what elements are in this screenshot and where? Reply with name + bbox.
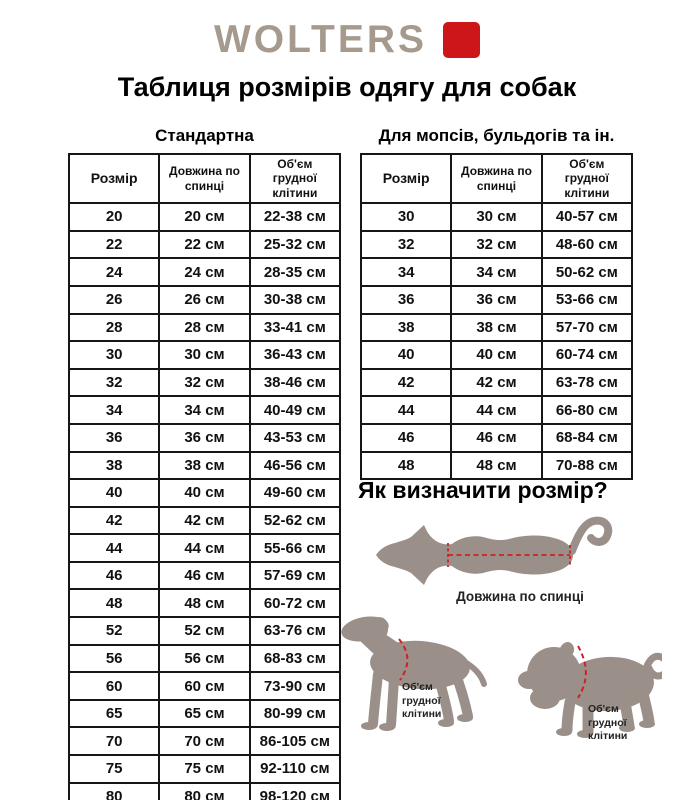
table-cell: 42 см	[451, 369, 541, 397]
table-row	[361, 369, 632, 397]
standard-size-section	[68, 126, 341, 800]
table-cell: 92-110 см	[250, 755, 340, 783]
table-row	[361, 424, 632, 452]
table-cell: 22 см	[159, 231, 249, 259]
table-cell: 65 см	[159, 700, 249, 728]
table-cell: 80 см	[159, 783, 249, 800]
table-cell: 24 см	[159, 258, 249, 286]
table-row	[69, 534, 340, 562]
table-cell: 22	[69, 231, 159, 259]
table-row	[69, 286, 340, 314]
table-cell: 40 см	[451, 341, 541, 369]
table-row	[361, 396, 632, 424]
brand-red-square-icon	[443, 22, 480, 58]
table-row	[361, 341, 632, 369]
table-cell: 36 см	[451, 286, 541, 314]
table-cell: 44 см	[451, 396, 541, 424]
table-cell: 20 см	[159, 203, 249, 231]
table-cell: 36 см	[159, 424, 249, 452]
table-cell: 44 см	[159, 534, 249, 562]
column-header-back-length: Довжина по спинці	[159, 154, 249, 203]
table-row	[69, 369, 340, 397]
table-cell: 44	[69, 534, 159, 562]
table-cell: 48	[69, 589, 159, 617]
column-header-chest: Об'єм грудної клітини	[542, 154, 632, 203]
table-cell: 36-43 см	[250, 341, 340, 369]
table-cell: 32	[361, 231, 451, 259]
dog-paw	[379, 723, 395, 731]
table-cell: 75	[69, 755, 159, 783]
table-cell: 34	[361, 258, 451, 286]
table-row	[69, 341, 340, 369]
table-cell: 32	[69, 369, 159, 397]
table-cell: 57-69 см	[250, 562, 340, 590]
table-cell: 44	[361, 396, 451, 424]
table-cell: 43-53 см	[250, 424, 340, 452]
pug-size-table	[360, 153, 633, 480]
table-cell: 48 см	[159, 589, 249, 617]
table-cell: 48	[361, 452, 451, 480]
table-cell: 70-88 см	[542, 452, 632, 480]
table-cell: 63-78 см	[542, 369, 632, 397]
table-cell: 30-38 см	[250, 286, 340, 314]
table-cell: 46 см	[451, 424, 541, 452]
table-cell: 55-66 см	[250, 534, 340, 562]
table-row	[361, 258, 632, 286]
table-cell: 38-46 см	[250, 369, 340, 397]
table-row	[69, 479, 340, 507]
dog-tail-curl	[572, 521, 608, 551]
table-cell: 53-66 см	[542, 286, 632, 314]
table-cell: 38 см	[451, 314, 541, 342]
table-cell: 70	[69, 727, 159, 755]
table-cell: 40-49 см	[250, 396, 340, 424]
table-cell: 33-41 см	[250, 314, 340, 342]
brand-name: WOLTERS	[213, 18, 428, 61]
table-row	[69, 727, 340, 755]
table-cell: 70 см	[159, 727, 249, 755]
table-cell: 40	[361, 341, 451, 369]
table-cell: 25-32 см	[250, 231, 340, 259]
chest-volume-label: Об'єм грудної клітини	[402, 681, 442, 721]
table-cell: 52	[69, 617, 159, 645]
bulldog-front-leg	[567, 702, 570, 730]
dog-front-leg	[391, 678, 394, 725]
column-header-back-length: Довжина по спинці	[451, 154, 541, 203]
table-cell: 46	[69, 562, 159, 590]
table-row	[361, 286, 632, 314]
table-cell: 60-72 см	[250, 589, 340, 617]
dog-top-view-illustration	[372, 514, 618, 588]
table-cell: 30 см	[159, 341, 249, 369]
table-row	[69, 231, 340, 259]
page-title: Таблиця розмірів одягу для собак	[117, 72, 577, 102]
pug-table-body	[361, 203, 632, 479]
table-cell: 40	[69, 479, 159, 507]
table-cell: 42 см	[159, 507, 249, 535]
dog-top-view-silhouette	[376, 521, 608, 585]
table-cell: 48-60 см	[542, 231, 632, 259]
standard-table-title: Стандартна	[155, 126, 254, 145]
table-header	[361, 154, 632, 203]
table-cell: 30 см	[451, 203, 541, 231]
table-row	[69, 258, 340, 286]
table-cell: 40 см	[159, 479, 249, 507]
table-cell: 46	[361, 424, 451, 452]
table-row	[69, 396, 340, 424]
table-cell: 63-76 см	[250, 617, 340, 645]
table-header	[69, 154, 340, 203]
table-row	[69, 314, 340, 342]
standard-size-table	[68, 153, 341, 800]
table-cell: 46 см	[159, 562, 249, 590]
column-header-chest: Об'єм грудної клітини	[250, 154, 340, 203]
table-header-row	[69, 154, 340, 203]
table-row	[69, 672, 340, 700]
table-cell: 52 см	[159, 617, 249, 645]
bulldog-muzzle	[518, 671, 540, 689]
table-row	[361, 231, 632, 259]
table-row	[69, 755, 340, 783]
table-cell: 49-60 см	[250, 479, 340, 507]
table-row	[69, 617, 340, 645]
table-cell: 34	[69, 396, 159, 424]
table-row	[361, 314, 632, 342]
back-length-label: Довжина по спинці	[456, 589, 584, 604]
table-row	[69, 700, 340, 728]
column-header-size: Розмір	[69, 154, 159, 203]
table-cell: 38	[361, 314, 451, 342]
table-cell: 57-70 см	[542, 314, 632, 342]
table-cell: 38 см	[159, 452, 249, 480]
table-cell: 65	[69, 700, 159, 728]
bulldog-paw	[556, 728, 572, 736]
dog-paw	[361, 722, 377, 730]
brand-logo	[0, 20, 694, 59]
table-cell: 40-57 см	[542, 203, 632, 231]
table-row	[69, 452, 340, 480]
table-cell: 28	[69, 314, 159, 342]
table-row	[69, 589, 340, 617]
table-cell: 26 см	[159, 286, 249, 314]
table-cell: 42	[361, 369, 451, 397]
table-cell: 38	[69, 452, 159, 480]
table-cell: 50-62 см	[542, 258, 632, 286]
table-cell: 34 см	[451, 258, 541, 286]
table-cell: 26	[69, 286, 159, 314]
table-row	[69, 645, 340, 673]
table-cell: 68-84 см	[542, 424, 632, 452]
table-cell: 22-38 см	[250, 203, 340, 231]
table-cell: 60-74 см	[542, 341, 632, 369]
table-cell: 80-99 см	[250, 700, 340, 728]
table-cell: 56	[69, 645, 159, 673]
table-cell: 56 см	[159, 645, 249, 673]
pug-table-title: Для мопсів, бульдогів та ін.	[378, 126, 615, 145]
table-cell: 36	[361, 286, 451, 314]
table-cell: 98-120 см	[250, 783, 340, 800]
standard-table-body	[69, 203, 340, 800]
table-cell: 28-35 см	[250, 258, 340, 286]
column-header-size: Розмір	[361, 154, 451, 203]
table-cell: 80	[69, 783, 159, 800]
table-cell: 32 см	[159, 369, 249, 397]
table-cell: 32 см	[451, 231, 541, 259]
table-row	[69, 562, 340, 590]
howto-title: Як визначити розмір?	[358, 477, 608, 503]
table-row	[69, 783, 340, 800]
table-row	[69, 424, 340, 452]
table-cell: 42	[69, 507, 159, 535]
table-cell: 60 см	[159, 672, 249, 700]
table-cell: 52-62 см	[250, 507, 340, 535]
table-row	[69, 203, 340, 231]
pug-size-section	[360, 126, 633, 480]
table-cell: 86-105 см	[250, 727, 340, 755]
table-cell: 66-80 см	[542, 396, 632, 424]
table-cell: 28 см	[159, 314, 249, 342]
table-row	[361, 203, 632, 231]
table-cell: 46-56 см	[250, 452, 340, 480]
table-cell: 73-90 см	[250, 672, 340, 700]
table-header-row	[361, 154, 632, 203]
table-cell: 75 см	[159, 755, 249, 783]
table-cell: 20	[69, 203, 159, 231]
dog-front-leg	[373, 674, 378, 724]
table-row	[69, 507, 340, 535]
table-cell: 34 см	[159, 396, 249, 424]
table-cell: 36	[69, 424, 159, 452]
table-cell: 48 см	[451, 452, 541, 480]
table-row	[361, 452, 632, 480]
table-cell: 30	[361, 203, 451, 231]
table-cell: 60	[69, 672, 159, 700]
bulldog-jowls	[530, 687, 560, 709]
chest-volume-label: Об'єм грудної клітини	[588, 703, 628, 743]
table-cell: 68-83 см	[250, 645, 340, 673]
table-cell: 24	[69, 258, 159, 286]
table-cell: 30	[69, 341, 159, 369]
